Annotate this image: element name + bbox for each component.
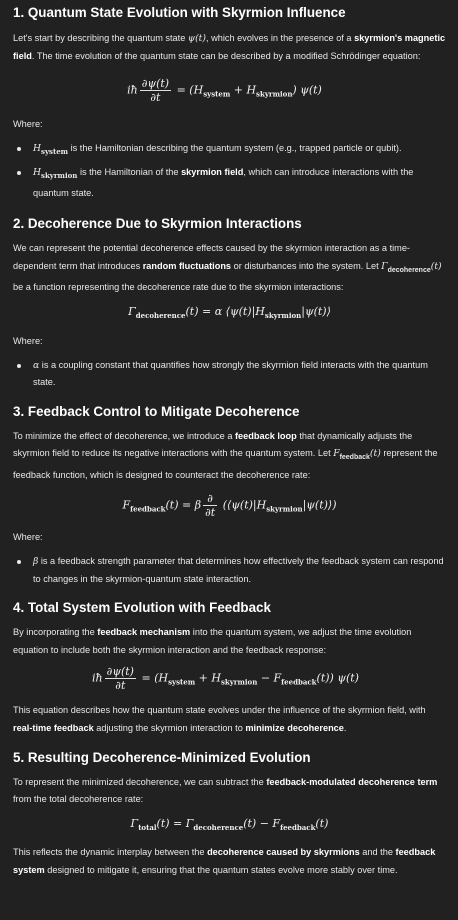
list-item: β is a feedback strength parameter that determines how effectively the feedback system can respond to changes in the skyrmion-quantum state interaction. [13,553,446,588]
section-1-intro: Let's start by describing the quantum state ψ(t), which evolves in the presence of a skyrmion's magnetic field. The time evolution of the quantum state can be described by a modified Schrödinger equation: [13,33,446,61]
section-2-intro: We can represent the potential decoherence effects caused by the skyrmion interaction as a time-dependent term that introduces random fluctuations or disturbances into the system. Let $\Gamma_{decoherence}(t)$ be a function representing the decoherence rate due to the skyrmion interactions: [13,243,442,293]
section-heading-2: 2. Decoherence Due to Skyrmion Interactions [13,216,302,232]
section-3-intro: To minimize the effect of decoherence, we introduce a feedback loop that dynamically adjusts the skyrmion field to reduce its negative interactions with the quantum system. Let $F_{feedback}(t)$ represent the feedback function, which is designed to counteract the decoherence rate: [13,430,438,480]
section-5-intro: To represent the minimized decoherence, we can subtract the feedback-modulated decoherence term from the total decoherence rate: [13,776,438,805]
equation-schrodinger: iħ $\frac{\partial\psi(t)}{\partial t}$ = $(H_{system} + H_{skyrmion})$ ψ(t) [127,77,322,105]
section-2-list [13,357,446,392]
section-heading-3: 3. Feedback Control to Mitigate Decoherence [13,403,300,419]
section-heading-4: 4. Total System Evolution with Feedback [13,600,271,616]
list-item: $H_{system}$ is the Hamiltonian describing the quantum system (e.g., trapped particle or qubit). [13,140,446,160]
where-label-1: Where: [13,119,43,130]
section-3-list [13,553,446,588]
section-1-list [13,140,446,202]
list-item: α is a coupling constant that quantifies how strongly the skyrmion field interacts with the quantum state. [13,357,446,392]
section-4-intro: By incorporating the feedback mechanism into the quantum system, we adjust the time evolution equation to include both the skyrmion interaction and the feedback response: [13,627,412,655]
section-heading-5: 5. Resulting Decoherence-Minimized Evolution [13,749,311,765]
section-heading-1: 1. Quantum State Evolution with Skyrmion Influence [13,5,346,20]
equation-feedback: $F_{feedback}(t) = \beta$ $\frac{\partial}{\partial t}$ $(⟨\psi(t)|H_{skyrmion}|\psi(t)⟩)$ [122,492,337,520]
section-5-explanation: This reflects the dynamic interplay between the decoherence caused by skyrmions and the feedback system designed to mitigate it, ensuring that the quantum states evolve more stably over time. [13,846,436,875]
equation-decoherence: $\Gamma_{decoherence}(t) = \alpha$ $⟨\psi(t)|H_{skyrmion}|\psi(t)⟩$ [128,304,331,321]
where-label-2: Where: [13,336,43,347]
list-item: $H_{skyrmion}$ is the Hamiltonian of the skyrmion field, which can introduce interactions with the quantum state. [13,164,446,202]
equation-total-decoherence: $\Gamma_{total}(t) = \Gamma_{decoherence}(t) - F_{feedback}(t)$ [130,816,329,832]
where-label-3: Where: [13,532,43,543]
equation-total-evolution: iħ $\frac{\partial\psi(t)}{\partial t}$ = $(H_{system} + H_{skyrmion} - F_{feedback}(t))$ ψ(t) [92,665,359,693]
section-4-explanation: This equation describes how the quantum state evolves under the influence of the skyrmion field, with real-time feedback adjusting the skyrmion interaction to minimize decoherence. [13,705,426,733]
